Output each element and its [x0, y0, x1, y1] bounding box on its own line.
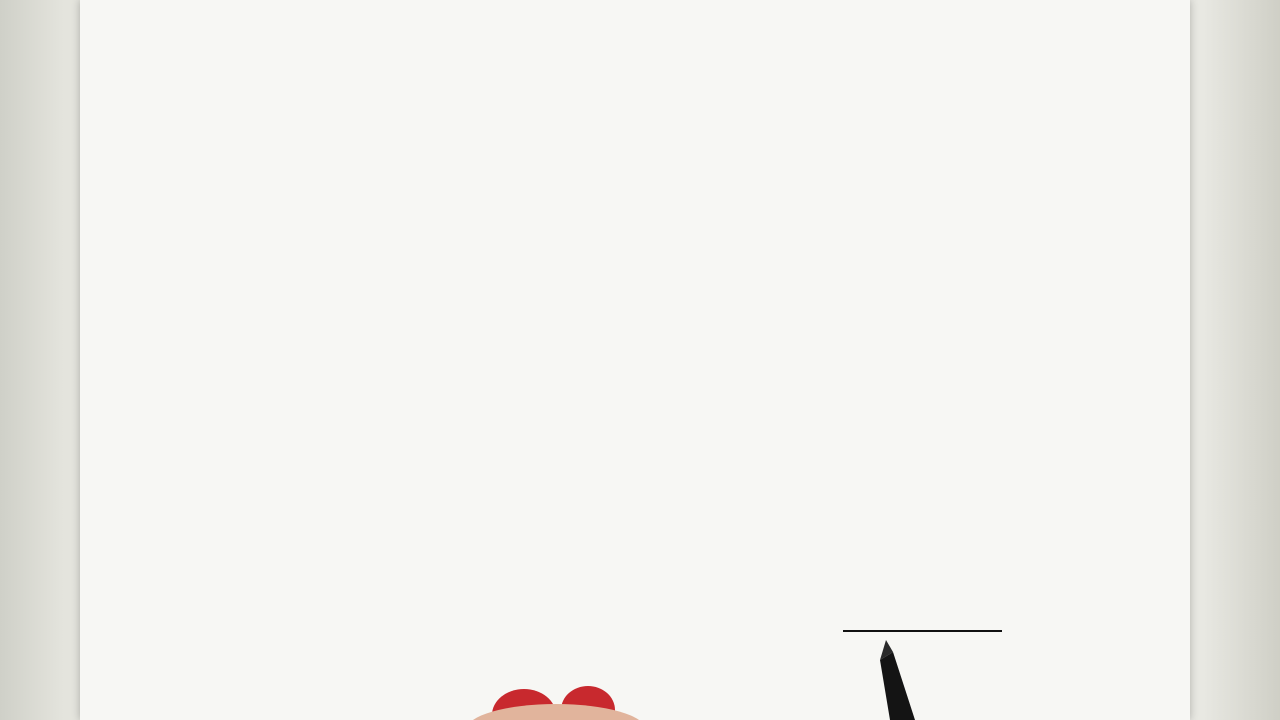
pen [880, 652, 915, 720]
finger [466, 704, 646, 720]
hand-and-pen [466, 640, 915, 720]
